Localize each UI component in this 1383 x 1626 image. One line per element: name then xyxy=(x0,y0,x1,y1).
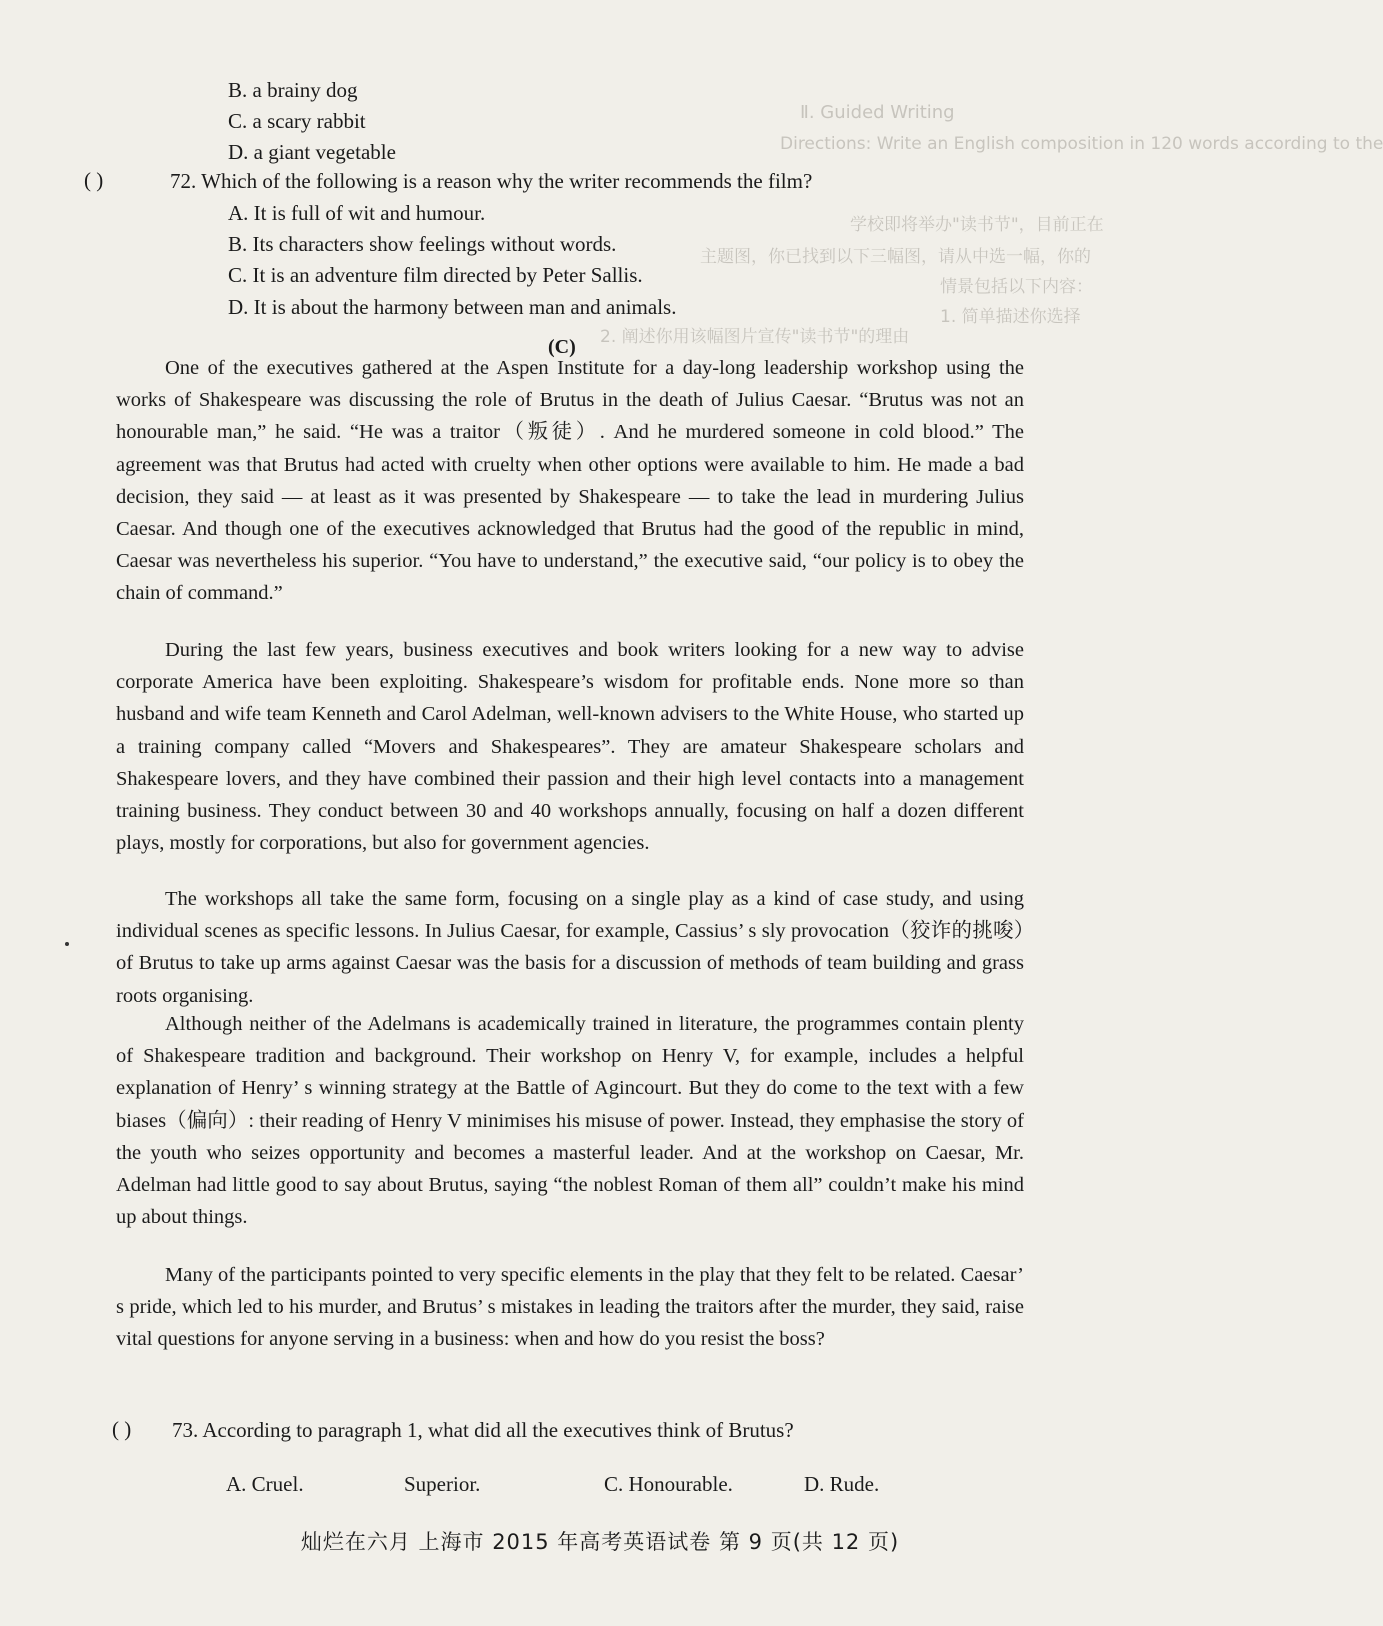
passage-paragraph-5: Many of the participants pointed to very specific elements in the play that they felt to be related. Caesar’ s pride, which led to his murder, and Brutus’ s mistakes in leading the traitors after the murder, they said, raise vital questions for anyone serving in a business: when and how do you resist the boss? xyxy=(116,1264,1024,1351)
ghost-text: Ⅱ. Guided Writing xyxy=(800,102,955,123)
q72-option-c: C. It is an adventure film directed by Peter Sallis. xyxy=(228,263,643,287)
passage-paragraph-2: During the last few years, business executives and book writers looking for a new way to advise corporate America have been exploiting. Shakespeare’s wisdom for profitable ends. None more so than husband and wife team Kenneth and Carol Adelman, well-known advisers to the White House, who started up a training company called “Movers and Shakespeares”. They are amateur Shakespeare scholars and Shakespeare lovers, and they have combined their passion and their high level contacts into a management training business. They conduct between 30 and 40 workshops annually, focusing on half a dozen different plays, mostly for corporations, but also for government agencies. xyxy=(116,639,1024,855)
q73-option-b: Superior. xyxy=(404,1472,481,1496)
ghost-text: 2. 阐述你用该幅图片宣传"读书节"的理由 xyxy=(600,327,910,347)
q73-option-a: A. Cruel. xyxy=(226,1472,304,1496)
q73-option-d: D. Rude. xyxy=(804,1472,880,1496)
q72-option-a: A. It is full of wit and humour. xyxy=(228,201,486,225)
ghost-text: 情景包括以下内容： xyxy=(940,277,1093,297)
q72-option-d: D. It is about the harmony between man and animals. xyxy=(228,295,677,319)
q72-stem: 72. Which of the following is a reason why the writer recommends the film? xyxy=(170,169,813,193)
q71-option-d: D. a giant vegetable xyxy=(228,140,396,164)
q73-stem: 73. According to paragraph 1, what did all the executives think of Brutus? xyxy=(172,1418,794,1442)
stray-mark xyxy=(65,942,69,946)
q72-option-b: B. Its characters show feelings without words. xyxy=(228,232,617,256)
page-footer: 灿烂在六月 上海市 2015 年高考英语试卷 第 9 页(共 12 页) xyxy=(300,1530,900,1554)
answer-blank[interactable]: ( ) xyxy=(112,1417,132,1441)
ghost-text: Directions: Write an English composition in 120 words according to the xyxy=(780,134,1383,154)
section-heading: (C) xyxy=(548,336,576,358)
q73-option-c: C. Honourable. xyxy=(604,1472,733,1496)
ghost-text: 学校即将举办"读书节"，目前正在 xyxy=(850,215,1104,235)
ghost-text: 1. 简单描述你选择 xyxy=(940,307,1081,327)
ghost-text: 主题图，你已找到以下三幅图，请从中选一幅，你的 xyxy=(700,247,1091,267)
passage-paragraph-3: The workshops all take the same form, focusing on a single play as a kind of case study, and using individual scenes as specific lessons. In Julius Caesar, for example, Cassius’ s sly provocation（狡诈的挑唆）of Brutus to take up arms against Caesar was the basis for a discussion of methods of team building and grass roots organising. xyxy=(116,888,1024,1007)
passage-paragraph-1: One of the executives gathered at the Aspen Institute for a day-long leadership workshop using the works of Shakespeare was discussing the role of Brutus in the death of Julius Caesar. “Brutus was not an honourable man,” he said. “He was a traitor（叛徒）. And he murdered someone in cold blood.” The agreement was that Brutus had acted with cruelty when other options were available to him. He made a bad decision, they said — at least as it was presented by Shakespeare — to take the lead in murdering Julius Caesar. And though one of the executives acknowledged that Brutus had the good of the republic in mind, Caesar was nevertheless his superior. “You have to understand,” the executive said, “our policy is to obey the chain of command.” xyxy=(116,357,1024,605)
passage-paragraph-4: Although neither of the Adelmans is academically trained in literature, the programmes contain plenty of Shakespeare tradition and background. Their workshop on Henry V, for example, includes a helpful explanation of Henry’ s winning strategy at the Battle of Agincourt. But they do come to the text with a few biases（偏向）: their reading of Henry V minimises his misuse of power. Instead, they emphasise the story of the youth who seizes opportunity and becomes a masterful leader. And at the workshop on Caesar, Mr. Adelman had little good to say about Brutus, saying “the noblest Roman of them all” couldn’t make his mind up about things. xyxy=(116,1013,1024,1229)
answer-blank[interactable]: ( ) xyxy=(84,168,104,192)
q71-option-c: C. a scary rabbit xyxy=(228,109,366,133)
q71-option-b: B. a brainy dog xyxy=(228,78,358,102)
